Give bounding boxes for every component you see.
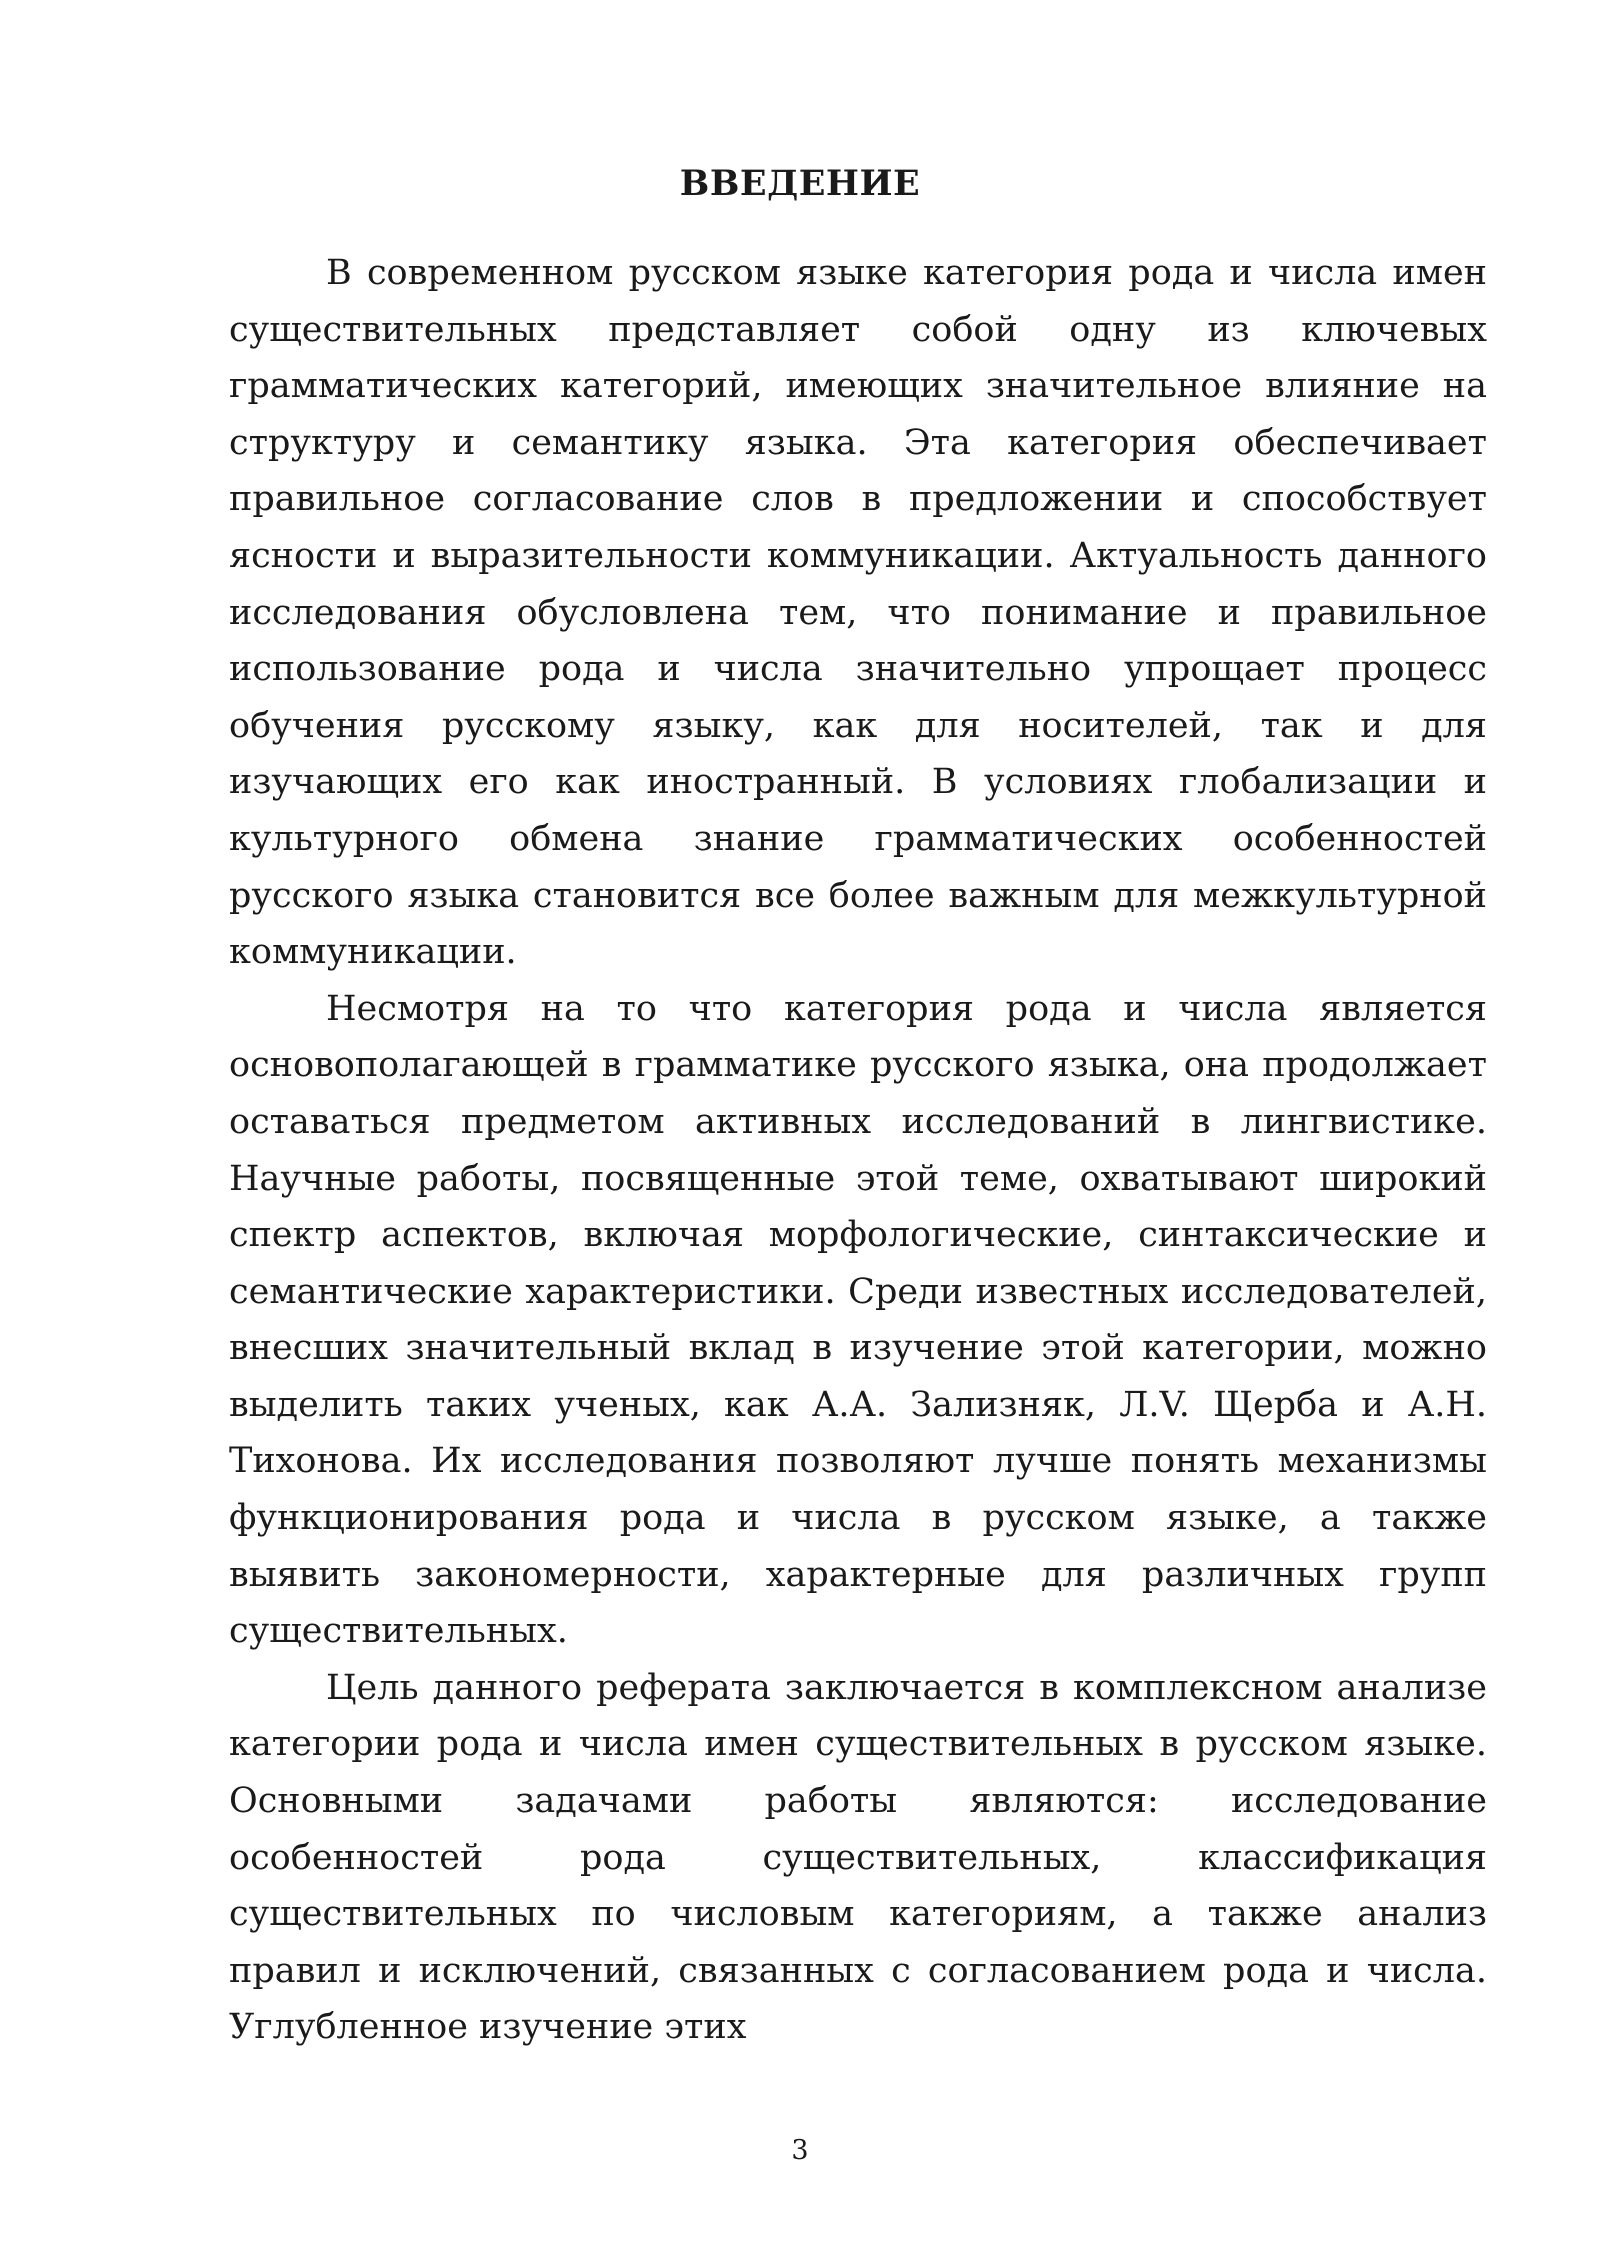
body-text [229,245,1487,2056]
page-title: ВВЕДЕНИЕ [679,163,921,204]
paragraph-1: В современном русском языке категория рода и числа имен существительных представляет собой одну из ключевых грамматических категорий, имеющих значительное влияние на структуру и семантику языка. Эта категория обеспечивает правильное согласование слов в предложении и способствует ясности и выразительности коммуникации. Актуальность данного исследования обусловлена тем, что понимание и правильное использование рода и числа значительно упрощает процесс обучения русскому языку, как для носителей, так и для изучающих его как иностранный. В условиях глобализации и культурного обмена знание грамматических особенностей русского языка становится все более важным для межкультурной коммуникации. [229,253,1487,973]
paragraph-2: Несмотря на то что категория рода и числа является основополагающей в грамматике русского языка, она продолжает оставаться предметом активных исследований в лингвистике. Научные работы, посвященные этой теме, охватывают широкий спектр аспектов, включая морфологические, синтаксические и семантические характеристики. Среди известных исследователей, внесших значительный вклад в изучение этой категории, можно выделить таких ученых, как А.А. Зализняк, Л.V. Щерба и А.Н. Тихонова. Их исследования позволяют лучше понять механизмы функционирования рода и числа в русском языке, а также выявить закономерности, характерные для различных групп существительных. [229,988,1487,1652]
page-number: 3 [791,2135,809,2166]
paragraph-3: Цель данного реферата заключается в комплексном анализе категории рода и числа имен существительных в русском языке. Основными задачами работы являются: исследование особенностей рода существительных, классификация существительных по числовым категориям, а также анализ правил и исключений, связанных с согласованием рода и числа. Углубленное изучение этих [229,1667,1487,2048]
